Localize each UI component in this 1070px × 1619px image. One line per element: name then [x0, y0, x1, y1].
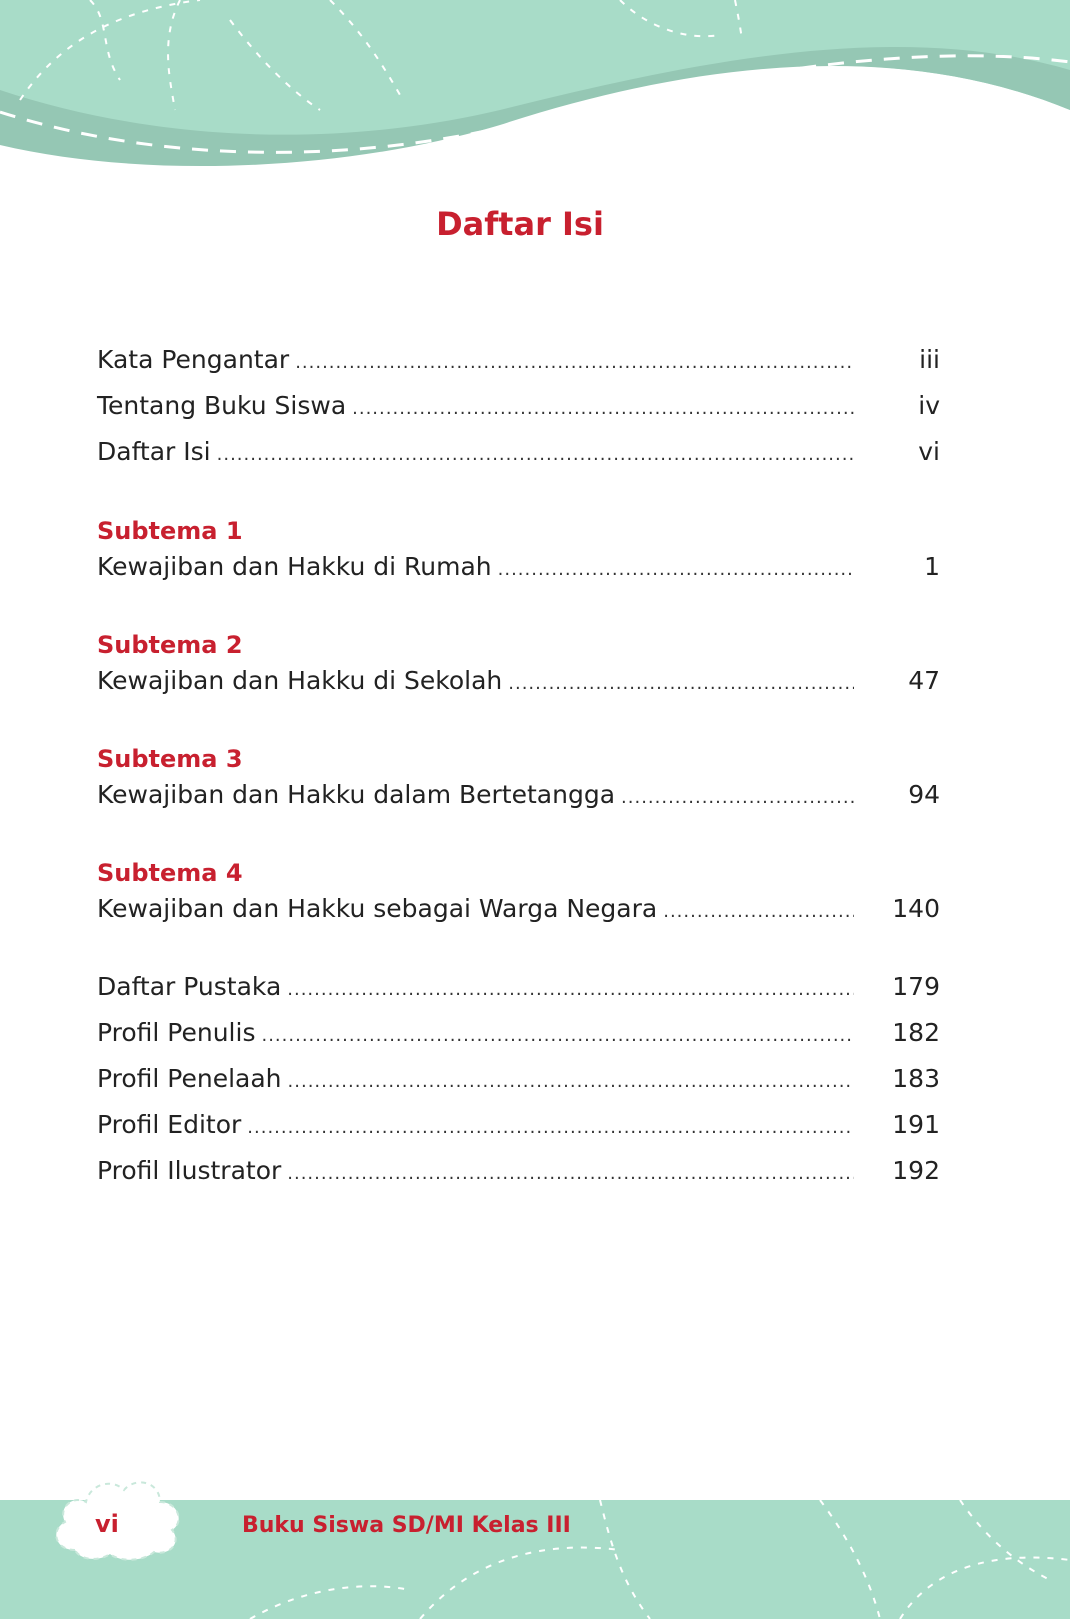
dot-leader	[621, 781, 854, 815]
toc-entry-page: 47	[908, 666, 940, 695]
toc-entry-daftar-isi[interactable]	[97, 435, 940, 469]
dot-leader	[261, 1019, 854, 1053]
toc-entry-profil-penulis[interactable]	[97, 1016, 940, 1050]
dot-leader	[288, 1065, 854, 1099]
toc-entry-page: 192	[892, 1156, 940, 1185]
dot-leader	[295, 346, 854, 380]
dot-leader	[498, 553, 854, 587]
dot-leader	[247, 1111, 854, 1145]
subtema-3-heading: Subtema 3	[97, 745, 243, 773]
dot-leader	[287, 1157, 854, 1191]
toc-entry-profil-editor[interactable]	[97, 1108, 940, 1142]
toc-entry-profil-ilustrator[interactable]	[97, 1154, 940, 1188]
toc-entry-label: Daftar Pustaka	[97, 972, 282, 1001]
toc-entry-label: Profil Penelaah	[97, 1064, 282, 1093]
toc-entry-page: 1	[924, 552, 940, 581]
dot-leader	[508, 667, 854, 701]
page-title: Daftar Isi	[436, 205, 604, 243]
dot-leader	[217, 438, 854, 472]
toc-entry-daftar-pustaka[interactable]	[97, 970, 940, 1004]
toc-entry-label: Profil Penulis	[97, 1018, 256, 1047]
toc-entry-label: Kewajiban dan Hakku di Rumah	[97, 552, 492, 581]
toc-entry-page: iii	[919, 345, 940, 374]
toc-entry-label: Profil Editor	[97, 1110, 242, 1139]
toc-entry-page: 182	[892, 1018, 940, 1047]
toc-entry-subtema-4[interactable]	[97, 892, 940, 926]
subtema-2-heading: Subtema 2	[97, 631, 243, 659]
header-wave-decoration	[0, 0, 1070, 190]
toc-entry-label: Daftar Isi	[97, 437, 211, 466]
toc-entry-label: Kewajiban dan Hakku sebagai Warga Negara	[97, 894, 658, 923]
footer-page-number: vi	[95, 1510, 119, 1538]
toc-entry-label: Kewajiban dan Hakku di Sekolah	[97, 666, 503, 695]
toc-entry-label: Tentang Buku Siswa	[97, 391, 347, 420]
dot-leader	[352, 392, 854, 426]
toc-entry-page: vi	[918, 437, 940, 466]
subtema-1-heading: Subtema 1	[97, 517, 243, 545]
footer-book-title: Buku Siswa SD/MI Kelas III	[242, 1513, 571, 1538]
toc-entry-page: 94	[908, 780, 940, 809]
toc-entry-page: 191	[892, 1110, 940, 1139]
toc-entry-subtema-2[interactable]	[97, 664, 940, 698]
dot-leader	[287, 973, 854, 1007]
toc-entry-kata-pengantar[interactable]	[97, 343, 940, 377]
dot-leader	[663, 895, 854, 929]
subtema-4-heading: Subtema 4	[97, 859, 243, 887]
toc-entry-subtema-1[interactable]	[97, 550, 940, 584]
toc-entry-page: 179	[892, 972, 940, 1001]
toc-entry-page: 183	[892, 1064, 940, 1093]
toc-entry-subtema-3[interactable]	[97, 778, 940, 812]
toc-entry-tentang-buku-siswa[interactable]	[97, 389, 940, 423]
toc-entry-profil-penelaah[interactable]	[97, 1062, 940, 1096]
toc-entry-label: Kewajiban dan Hakku dalam Bertetangga	[97, 780, 616, 809]
toc-entry-page: iv	[918, 391, 940, 420]
toc-entry-label: Profil Ilustrator	[97, 1156, 282, 1185]
toc-entry-page: 140	[892, 894, 940, 923]
toc-entry-label: Kata Pengantar	[97, 345, 290, 374]
